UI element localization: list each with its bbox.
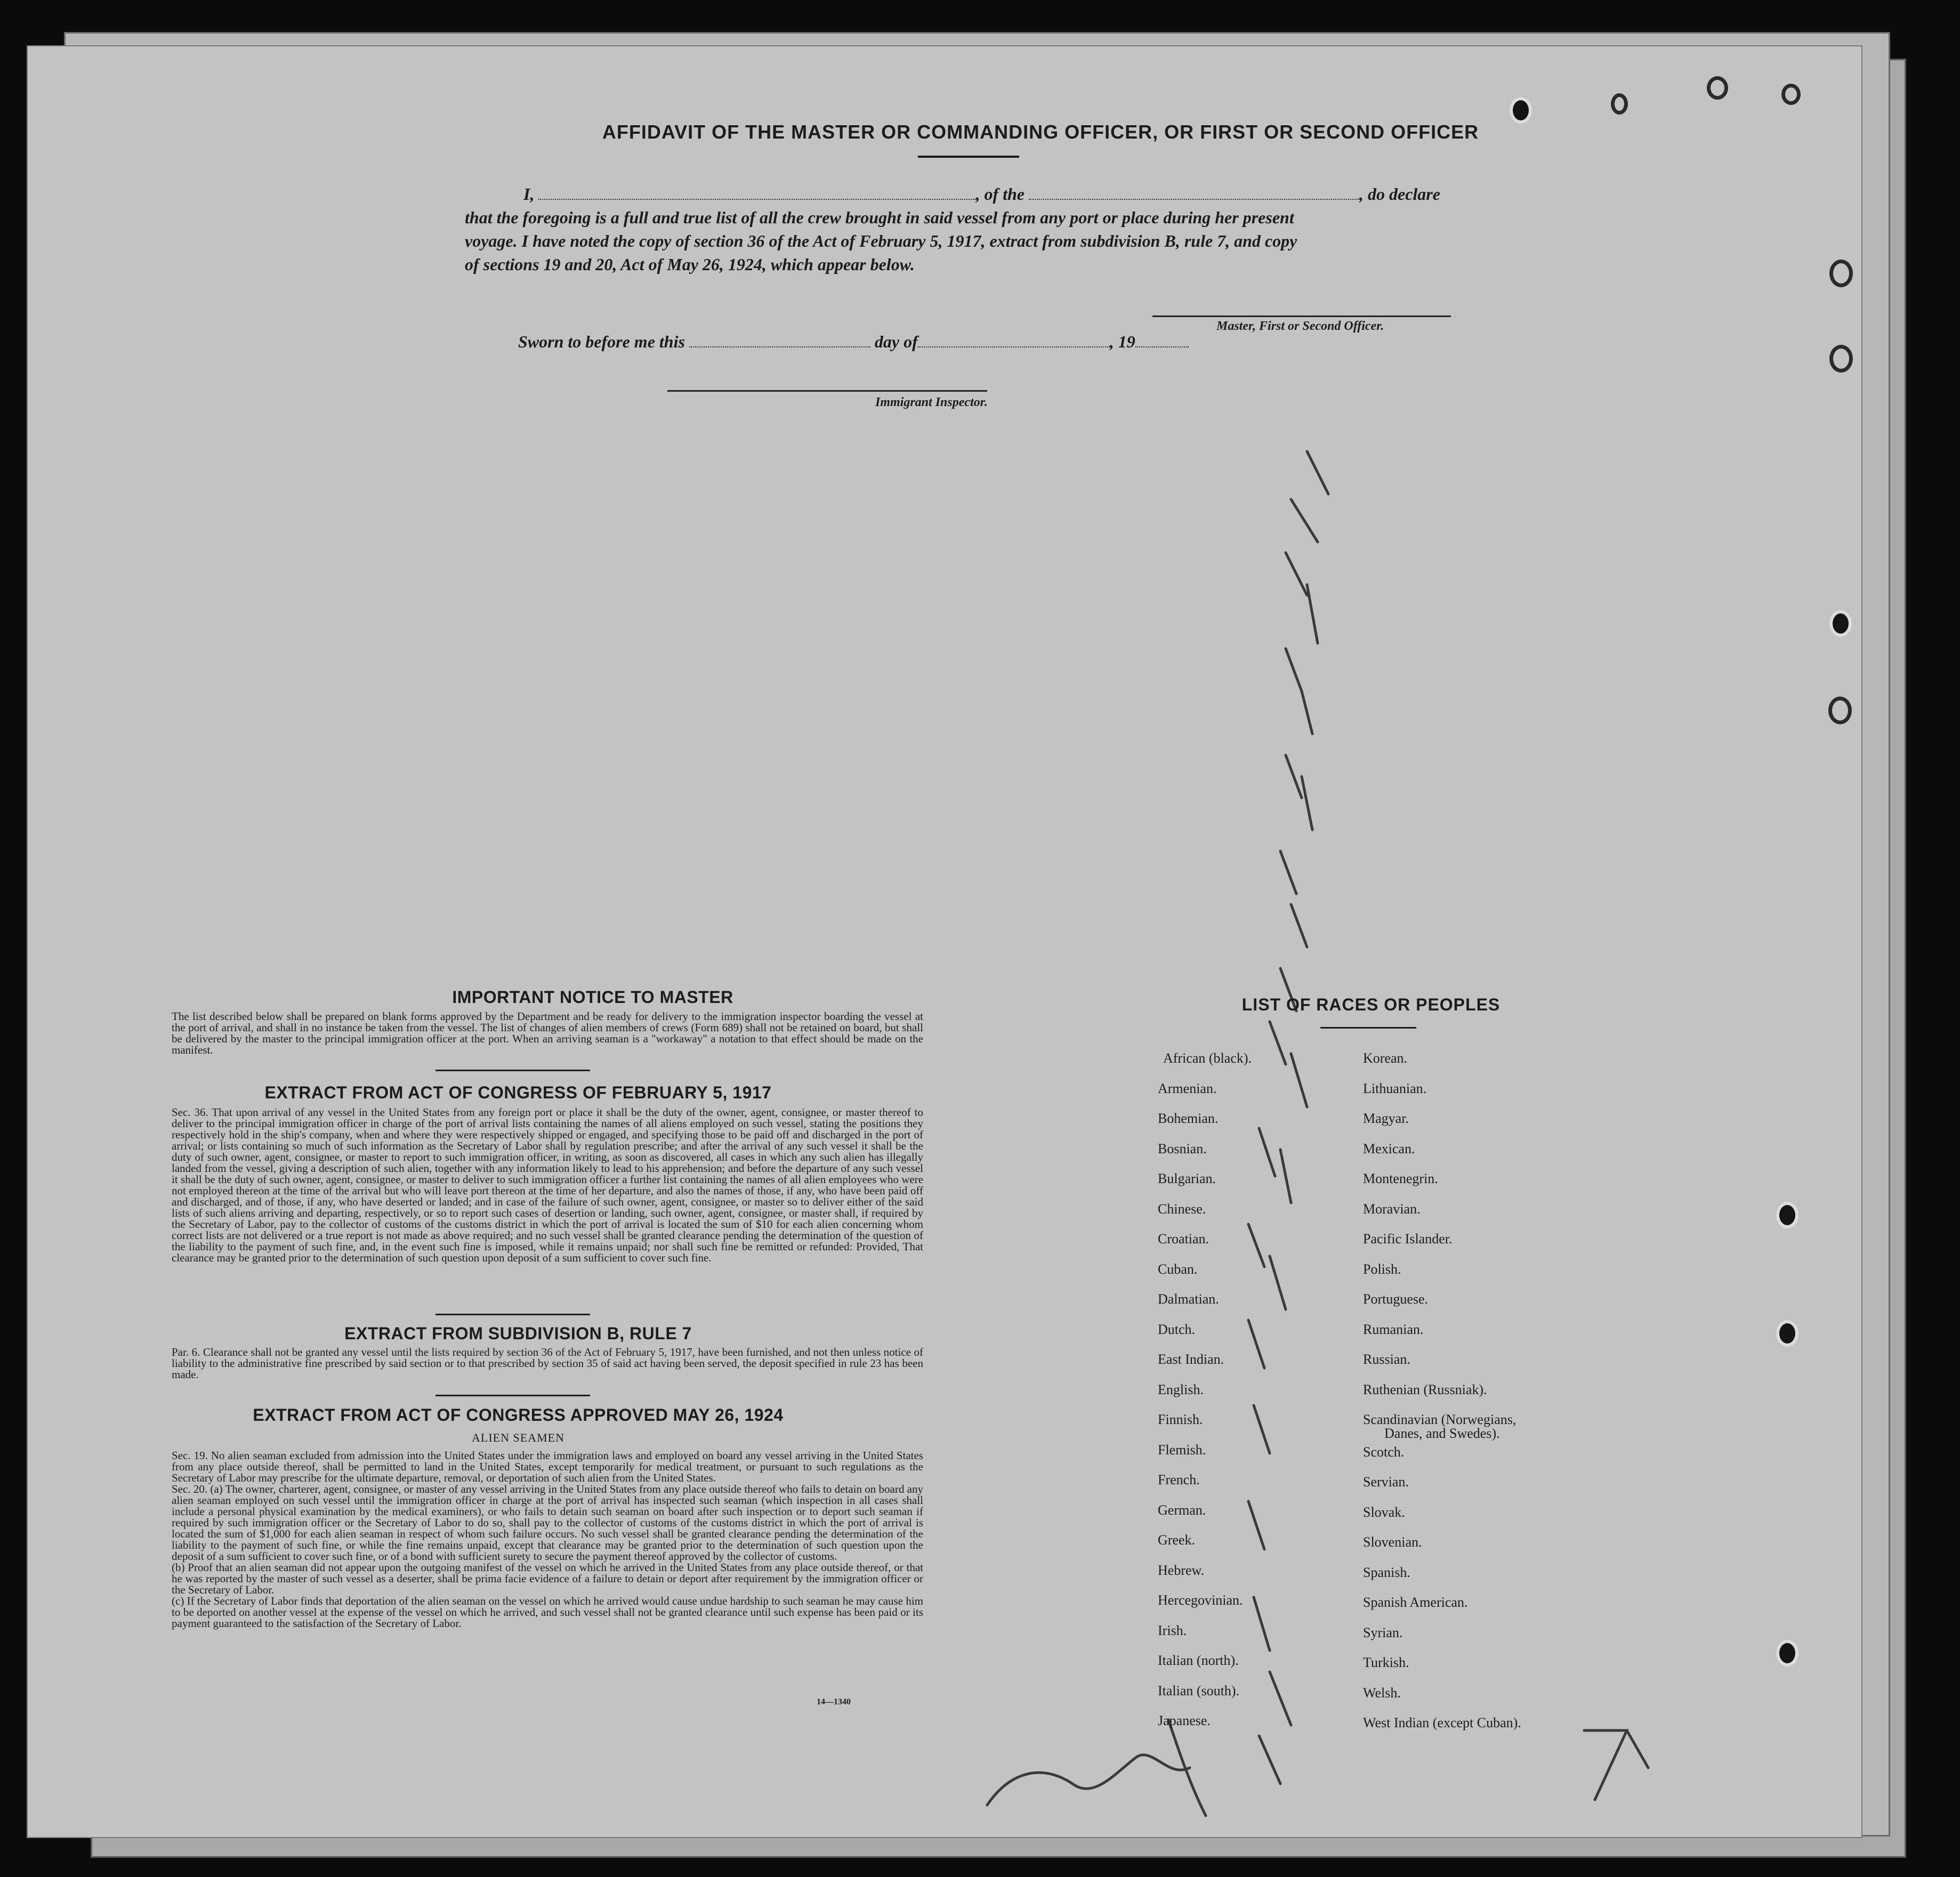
race-item: African (black).	[1163, 1050, 1252, 1066]
sec-20c-paragraph: (c) If the Secretary of Labor finds that deportation of the alien seaman on the vessel on which he arrived would cause undue hardship to such seaman he may cause him to be deported on another vessel at the expense of the vessel on which he arrived, and such vessel shall not be granted clearance until such expense has been paid or its payment guaranteed to the satisfaction of the Secretary of Labor.	[172, 1595, 923, 1630]
race-item: Russian.	[1363, 1352, 1410, 1367]
race-item: Bosnian.	[1158, 1140, 1207, 1156]
extract-1917-body	[156, 1107, 923, 1264]
race-item: Cuban.	[1158, 1261, 1198, 1277]
races-title: LIST OF RACES OR PEOPLES	[1241, 995, 1501, 1014]
race-item: Welsh.	[1363, 1685, 1401, 1701]
notice-body	[156, 1011, 923, 1056]
race-item: Scotch.	[1363, 1444, 1405, 1460]
master-label: Master, First or Second Officer.	[1216, 319, 1384, 333]
race-item: Hercegovinian.	[1158, 1592, 1243, 1608]
extract-1924-body	[156, 1450, 923, 1629]
sworn-year-field[interactable]	[1135, 330, 1189, 347]
race-item: East Indian.	[1158, 1352, 1224, 1367]
races-rule	[1320, 1027, 1416, 1029]
punch-hole	[1781, 84, 1801, 105]
race-item: Croatian.	[1158, 1231, 1209, 1247]
race-item: Chinese.	[1158, 1201, 1206, 1217]
race-item: Montenegrin.	[1363, 1171, 1438, 1186]
race-item: Korean.	[1363, 1050, 1408, 1066]
race-item: Lithuanian.	[1363, 1080, 1427, 1096]
race-item: Pacific Islander.	[1363, 1231, 1453, 1247]
affidavit-statement	[465, 182, 1510, 276]
race-item: Mexican.	[1363, 1140, 1415, 1156]
race-item: Dalmatian.	[1158, 1291, 1219, 1307]
affidavit-line-3: voyage. I have noted the copy of section 36 of the Act of February 5, 1917, extract from subdivision B, rule 7, and copy	[465, 231, 1297, 250]
race-item: Japanese.	[1158, 1713, 1211, 1728]
handwritten-scribble	[977, 1709, 1254, 1832]
race-item: Slovenian.	[1363, 1534, 1422, 1550]
race-item: Spanish.	[1363, 1564, 1410, 1580]
affidavit-line-4: of sections 19 and 20, Act of May 26, 1924, which appear below.	[465, 255, 915, 274]
sworn-text-a: Sworn to before me this	[518, 332, 685, 351]
sec-20b-paragraph: (b) Proof that an alien seaman did not appear upon the outgoing manifest of the vessel on which he arrived in the United States from any place outside thereof, or that he was reported by the master of such vessel as a deserter, shall be prima facie evidence of a failure to detain or deport after requirement by the immigration officer or the Secretary of Labor.	[172, 1561, 923, 1596]
race-item: Bohemian.	[1158, 1111, 1219, 1126]
race-item: Syrian.	[1363, 1624, 1403, 1640]
master-signature-line[interactable]	[1152, 315, 1451, 317]
sec-36-paragraph: Sec. 36. That upon arrival of any vessel in the United States from any foreign port or place it shall be the duty of the owner, agent, consignee, or master thereof to deliver to the principal immigration officer in charge of the port of arrival lists containing the names of all aliens employed on such vessel, stating the positions they respectively hold in the ship's company, when and where they were respectively shipped or engaged, and specifying those to be paid off and discharged in the port of arrival; or lists containing so much of such information as the Secretary of Labor shall by regulation prescribe; and after the arrival of any such vessel it shall be the duty of such owner, agent, consignee, or master to report to such immigration officer, in writing, as soon as discovered, all cases in which any such alien has illegally landed from the vessel, giving a description of such alien, together with any information likely to lead to his apprehension; and before the departure of any such vessel it shall be the duty of such owner, agent, consignee, or master to deliver to such immigration officer a further list containing the names of all alien employees who were not employed thereon at the time of the arrival but who will leave port thereon at the time of her departure, and also the names of those, if any, who have been paid off and discharged, and of those, if any, who have deserted or landed; and in case of the failure of such owner, agent, consignee, or master so to deliver either of the said lists of such aliens arriving and departing, respectively, or so to report such cases of desertion or landing, such owner, agent, consignee, or master shall, if required by the Secretary of Labor, pay to the collector of customs of the customs district in which the port of arrival is located the sum of $10 for each alien concerning whom correct lists are not delivered or a true report is not made as above required; and no such vessel shall be granted clearance pending the determination of the question of the liability to the payment of such fine, and, in the event such fine is imposed, while it remains unpaid; nor shall such fine be remitted or refunded: Provided, That clearance may be granted prior to the determination of such question upon deposit of a sum sufficient to cover such fine.	[172, 1106, 923, 1264]
punch-hole	[1707, 76, 1728, 100]
affidavit-line-2: that the foregoing is a full and true list of all the crew brought in said vessel from any port or place during her present	[465, 208, 1294, 227]
race-item: Danes, and Swedes).	[1384, 1426, 1500, 1441]
extract-rule7-title: EXTRACT FROM SUBDIVISION B, RULE 7	[344, 1324, 692, 1343]
punch-hole	[1611, 93, 1628, 115]
race-item: Flemish.	[1158, 1442, 1206, 1458]
race-item: Scandinavian (Norwegians,	[1363, 1412, 1517, 1427]
sworn-day-field[interactable]	[689, 330, 870, 347]
extract-rule7-body	[156, 1347, 923, 1380]
handwritten-number	[1563, 1709, 1669, 1816]
affidavit-declare: , do declare	[1359, 184, 1440, 204]
par-6-paragraph: Par. 6. Clearance shall not be granted any vessel until the lists required by section 36 of the Act of February 5, 1917, have been furnished, and not then unless notice of liability to the administrative fine prescribed by said section or to that prescribed by section 35 of said act having been served, the deposit specified in rule 23 has been made.	[172, 1346, 923, 1381]
inspector-signature-line[interactable]	[667, 390, 987, 392]
section-rule	[435, 1395, 590, 1396]
name-field[interactable]	[538, 183, 975, 200]
notice-title: IMPORTANT NOTICE TO MASTER	[452, 988, 733, 1007]
race-item: English.	[1158, 1381, 1204, 1397]
punch-hole	[1776, 1640, 1798, 1666]
punch-hole	[1510, 97, 1532, 124]
form-number: 14—1340	[817, 1697, 851, 1706]
race-item: Turkish.	[1363, 1655, 1409, 1670]
extract-1917-title: EXTRACT FROM ACT OF CONGRESS OF FEBRUARY 5, 1917	[264, 1083, 772, 1102]
sec-20a-paragraph: Sec. 20. (a) The owner, charterer, agent, consignee, or master of any vessel arriving in the United States from any place outside thereof who fails to detain on board any alien seaman employed on such vessel until the immigration officer in charge at the port of arrival has inspected such seaman (which inspection in all cases shall include a personal physical examination by the medical examiners), or who fails to detain such seaman on board after such inspection or to deport such seaman if required by such immigration officer or the Secretary of Labor to do so, shall pay to the collector of customs of the customs district in which the port of arrival is located the sum of $1,000 for each alien seaman in respect of whom such failure occurs. No such vessel shall be granted clearance pending the determination of the liability to the payment of such fine, or while the fine remains unpaid, except that clearance may be granted prior to the determination of such question upon the deposit of a sum sufficient to cover such fine, or of a bond with sufficient surety to secure the payment thereof approved by the collector of customs.	[172, 1483, 923, 1563]
extract-1924-title: EXTRACT FROM ACT OF CONGRESS APPROVED MAY 26, 1924	[253, 1405, 784, 1425]
title-rule	[918, 156, 1019, 158]
race-item: Italian (south).	[1158, 1682, 1240, 1698]
inspector-label: Immigrant Inspector.	[875, 395, 988, 409]
race-item: French.	[1158, 1472, 1200, 1487]
punch-hole	[1776, 1202, 1798, 1228]
race-item: Portuguese.	[1363, 1291, 1429, 1307]
punch-hole	[1776, 1320, 1798, 1347]
notice-paragraph: The list described below shall be prepared on blank forms approved by the Department and be ready for delivery to the immigration inspector boarding the vessel at the port of arrival, and shall in no instance be taken from the vessel. The list of changes of alien members of crews (Form 689) shall not be retained on board, but shall be delivered by the master to the principal immigration officer at the port. When an arriving seaman is a "workaway" a notation to that effect should be made on the manifest.	[172, 1010, 923, 1056]
race-item: Spanish American.	[1363, 1595, 1468, 1610]
sworn-statement	[518, 330, 1264, 352]
affidavit-i: I,	[523, 184, 535, 204]
race-item: Italian (north).	[1158, 1653, 1239, 1668]
punch-hole	[1829, 345, 1853, 373]
section-rule	[435, 1070, 590, 1071]
race-item: Bulgarian.	[1158, 1171, 1216, 1186]
handwritten-tally-marks	[1227, 393, 1398, 1805]
alien-seamen-subtitle: ALIEN SEAMEN	[472, 1431, 564, 1444]
race-item: Irish.	[1158, 1622, 1187, 1638]
sec-19-paragraph: Sec. 19. No alien seaman excluded from admission into the United States under the immigration laws and employed on board any vessel arriving in the United States from any place outside thereof, shall be permitted to land in the United States, except temporarily for medical treatment, or pursuant to such regulations as the Secretary of Labor may prescribe for the ultimate departure, removal, or deportation of such alien from the United States.	[172, 1449, 923, 1484]
race-item: Moravian.	[1363, 1201, 1421, 1217]
race-item: Polish.	[1363, 1261, 1401, 1277]
race-item: Dutch.	[1158, 1321, 1196, 1337]
sworn-text-c: , 19	[1109, 332, 1135, 351]
affidavit-title: AFFIDAVIT OF THE MASTER OR COMMANDING OFFICER, OR FIRST OR SECOND OFFICER	[602, 121, 1479, 143]
race-item: Slovak.	[1363, 1504, 1405, 1520]
punch-hole	[1829, 610, 1852, 637]
vessel-field[interactable]	[1029, 183, 1359, 200]
affidavit-of-the: , of the	[975, 184, 1025, 204]
section-rule	[435, 1314, 590, 1315]
race-item: Servian.	[1363, 1474, 1409, 1490]
race-item: West Indian (except Cuban).	[1363, 1715, 1521, 1730]
race-item: Hebrew.	[1158, 1562, 1205, 1578]
race-item: Ruthenian (Russniak).	[1363, 1381, 1487, 1397]
punch-hole	[1828, 697, 1852, 724]
race-item: Magyar.	[1363, 1111, 1409, 1126]
race-item: Rumanian.	[1363, 1321, 1424, 1337]
race-item: Finnish.	[1158, 1412, 1203, 1427]
manifest-page	[27, 45, 1862, 1838]
sworn-text-b: day of	[874, 332, 918, 351]
race-item: Armenian.	[1158, 1080, 1217, 1096]
punch-hole	[1829, 260, 1853, 287]
race-item: Greek.	[1158, 1532, 1196, 1548]
sworn-month-field[interactable]	[918, 330, 1110, 347]
race-item: German.	[1158, 1502, 1206, 1518]
